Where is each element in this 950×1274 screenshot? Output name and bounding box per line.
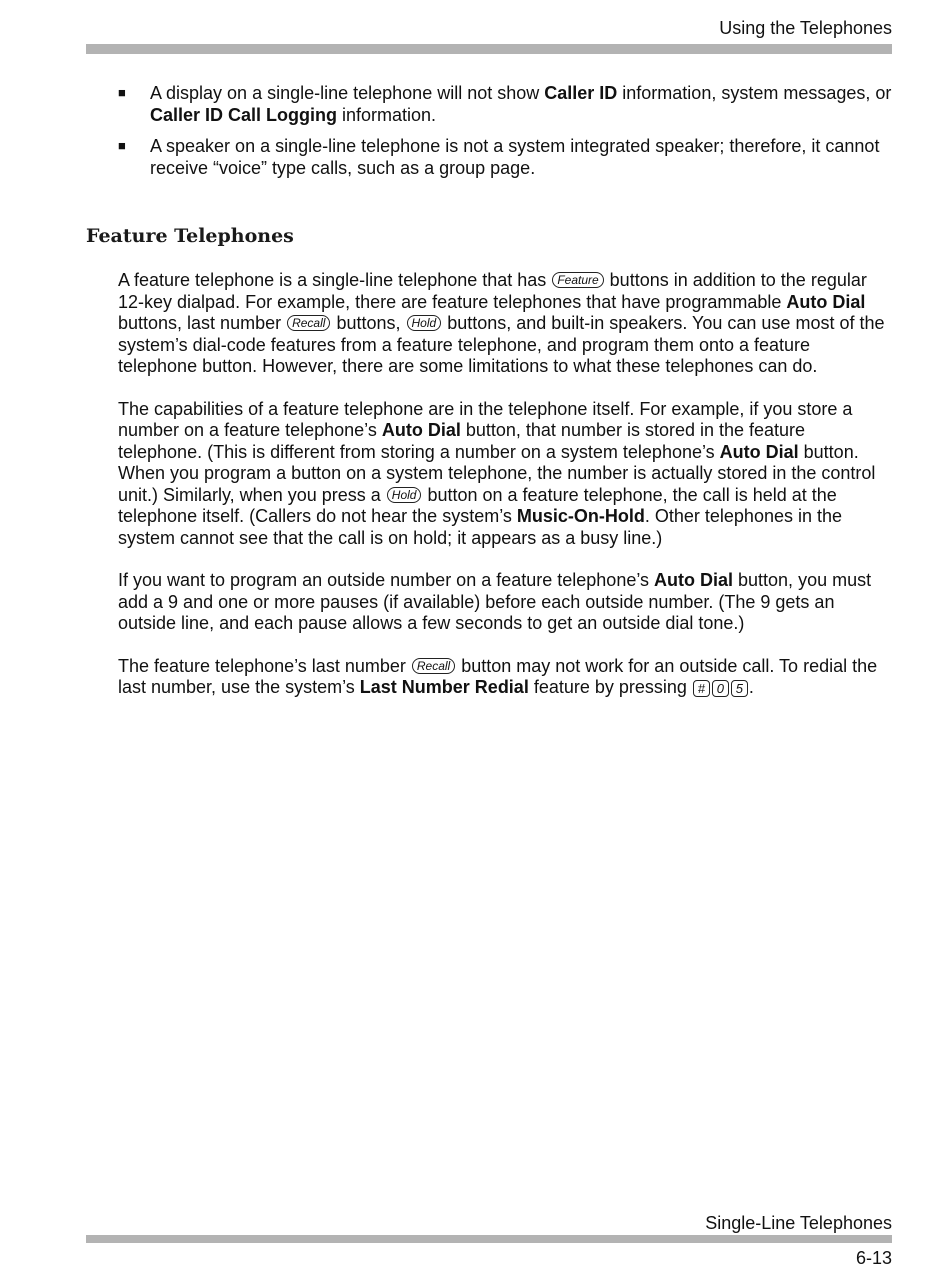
recall-key-icon: Recall: [412, 658, 455, 674]
paragraph: The capabilities of a feature telephone are in the telephone itself. For example, if you store a number on a feature telephone’s Auto Dial button, that number is stored in the feature telephone. (This is different from storing a number on a system telephone’s Auto Dial button. When you program a button on a system telephone, the number is actually stored in the control unit.) Similarly, when you press a Hold button on a feature telephone, the call is held at the telephone itself. (Callers do not hear the system’s Music-On-Hold. Other telephones in the system cannot see that the call is on hold; it appears as a busy line.): [118, 398, 876, 548]
running-footer: Single-Line Telephones: [705, 1213, 892, 1233]
body-text: [118, 270, 892, 720]
hold-key-icon: Hold: [387, 487, 422, 503]
bullet-square-icon: ■: [118, 138, 126, 153]
bullet-list: [118, 82, 892, 188]
term-auto-dial: Auto Dial: [786, 291, 866, 312]
term-last-number-redial: Last Number Redial: [359, 677, 529, 697]
feature-key-icon: Feature: [552, 272, 603, 288]
section-heading: Feature Telephones: [86, 225, 294, 247]
term-caller-id: Caller ID: [544, 83, 618, 103]
page-number: 6-13: [855, 1248, 892, 1268]
term-auto-dial: Auto Dial: [719, 441, 799, 462]
term-music-on-hold: Music-On-Hold: [516, 506, 645, 526]
paragraph: A feature telephone is a single-line telephone that has Feature buttons in addition to the regular 12-key dialpad. For example, there are feature telephones that have programmable Auto Dial buttons, last number Recall buttons, Hold buttons, and built-in speakers. You can use most of the system’s dial-code features from a feature telephone, and program them onto a feature telephone button. However, there are some limitations to what these telephones can do.: [118, 270, 885, 376]
footer-rule: [86, 1235, 892, 1243]
recall-key-icon: Recall: [287, 315, 330, 331]
paragraph: If you want to program an outside number on a feature telephone’s Auto Dial button, you must add a 9 and one or more pauses (if available) before each outside number. (The 9 gets an outside line, and each pause allows a few seconds to get an outside dial tone.): [118, 570, 872, 633]
five-key-icon: 5: [731, 680, 748, 697]
term-caller-id-call-logging: Caller ID Call Logging: [150, 105, 338, 125]
paragraph: The feature telephone’s last number Recall button may not work for an outside call. To redial the last number, use the system’s Last Number Redial feature by pressing # 0 5 .: [118, 655, 878, 697]
term-auto-dial: Auto Dial: [381, 420, 461, 440]
bullet-item: ■ A speaker on a single-line telephone is not a system integrated speaker; therefore, it cannot receive “voice” type calls, such as a group page.: [118, 136, 880, 178]
bullet-square-icon: ■: [118, 85, 126, 100]
pound-key-icon: #: [693, 680, 710, 697]
running-header: Using the Telephones: [719, 18, 892, 38]
header-rule: [86, 44, 892, 54]
zero-key-icon: 0: [712, 680, 729, 697]
bullet-item: ■ A display on a single-line telephone will not show Caller ID information, system messages, or Caller ID Call Logging information.: [118, 83, 892, 125]
term-auto-dial: Auto Dial: [654, 570, 734, 590]
hold-key-icon: Hold: [407, 315, 442, 331]
